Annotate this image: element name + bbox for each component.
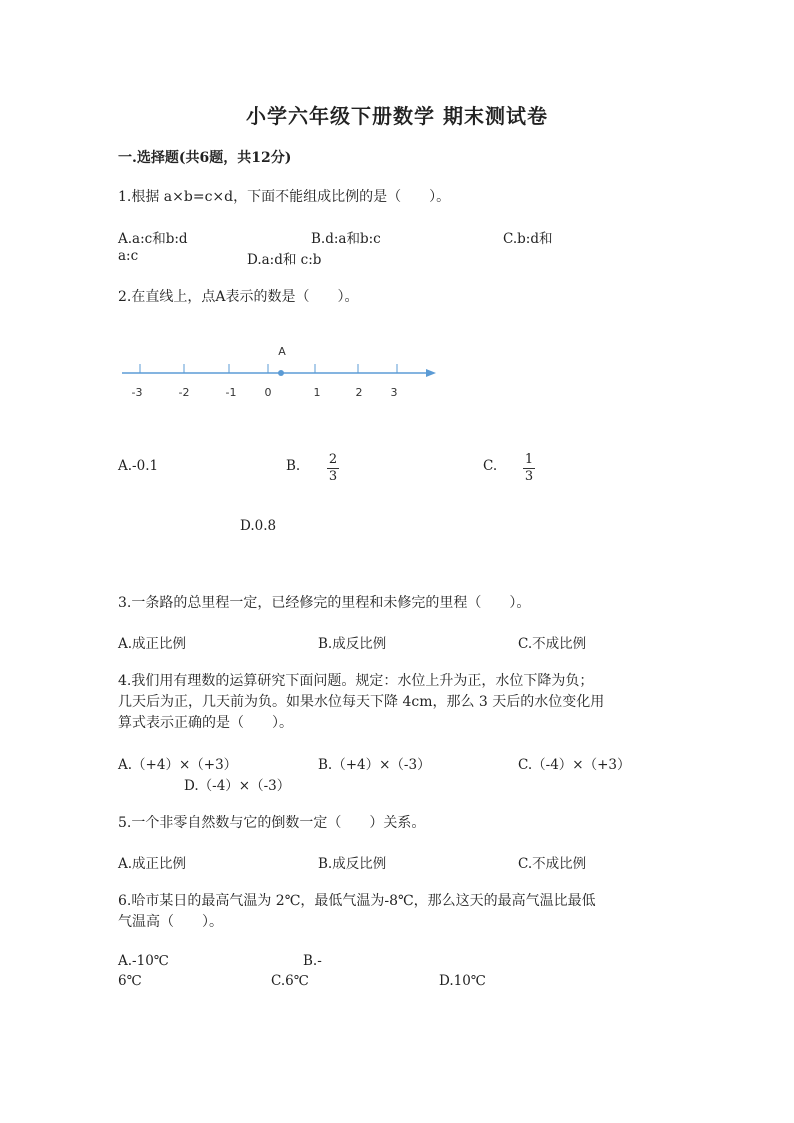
- fraction-numerator: 2: [328, 452, 338, 467]
- option-b: B.成反比例: [318, 636, 387, 652]
- option-b-continued: 6℃: [118, 973, 142, 989]
- fraction-numerator: 1: [524, 452, 534, 467]
- tick-label: 0: [264, 386, 272, 399]
- option-a: A.a:c和b:d: [118, 231, 188, 247]
- fraction-two-thirds: [327, 453, 339, 484]
- option-d: D.（-4）×（-3）: [184, 778, 291, 794]
- option-c: C.（-4）×（+3）: [518, 757, 631, 773]
- option-a: A.-0.1: [118, 458, 159, 474]
- fraction-one-third: [523, 453, 535, 484]
- page-title: 小学六年级下册数学 期末测试卷: [246, 104, 548, 128]
- option-a: A.成正比例: [118, 636, 187, 652]
- option-c: C.: [483, 458, 498, 474]
- option-a: A.（+4）×（+3）: [118, 757, 238, 773]
- option-b: B.-: [303, 953, 322, 969]
- point-a-marker: [278, 370, 284, 376]
- option-b: B.成反比例: [318, 856, 387, 872]
- fraction-denominator: 3: [524, 469, 534, 484]
- section-heading: 一.选择题(共6题，共12分): [118, 150, 292, 166]
- option-a: A.成正比例: [118, 856, 187, 872]
- question-stem-line-2: 气温高（ ）。: [118, 914, 223, 930]
- option-a: A.-10℃: [118, 953, 169, 969]
- point-a-label: A: [278, 345, 286, 358]
- option-b: B.（+4）×（-3）: [318, 757, 431, 773]
- number-line-arrow: [426, 369, 436, 377]
- tick-label: -3: [131, 386, 143, 399]
- question-stem: 1.根据 a×b=c×d，下面不能组成比例的是（ ）。: [118, 189, 451, 205]
- tick-label: 3: [390, 386, 398, 399]
- question-stem: 3.一条路的总里程一定，已经修完的里程和未修完的里程（ ）。: [118, 595, 531, 611]
- option-d: D.10℃: [439, 973, 486, 989]
- option-c: C.b:d和: [503, 231, 553, 247]
- question-stem-line-1: 4.我们用有理数的运算研究下面问题。规定：水位上升为正，水位下降为负；: [118, 673, 594, 689]
- option-b: B.d:a和b:c: [311, 231, 381, 247]
- tick-label: 2: [355, 386, 363, 399]
- option-c-continued: a:c: [118, 248, 139, 264]
- option-c: C.不成比例: [518, 856, 587, 872]
- question-stem-line-1: 6.哈市某日的最高气温为 2℃，最低气温为-8℃，那么这天的最高气温比最低: [118, 893, 596, 909]
- question-stem: 2.在直线上，点A表示的数是（ ）。: [118, 289, 359, 305]
- tick-label: 1: [313, 386, 321, 399]
- option-d: D.0.8: [240, 518, 277, 534]
- number-line: [118, 336, 448, 406]
- question-stem-line-2: 几天后为正，几天前为负。如果水位每天下降 4cm，那么 3 天后的水位变化用: [118, 694, 605, 710]
- option-b: B.: [286, 458, 301, 474]
- fraction-denominator: 3: [328, 469, 338, 484]
- option-c: C.不成比例: [518, 636, 587, 652]
- option-d: D.a:d和 c:b: [247, 252, 322, 268]
- question-stem-line-3: 算式表示正确的是（ ）。: [118, 715, 293, 731]
- question-stem: 5.一个非零自然数与它的倒数一定（ ）关系。: [118, 815, 426, 831]
- tick-label: -2: [178, 386, 190, 399]
- tick-label: -1: [225, 386, 237, 399]
- option-c: C.6℃: [271, 973, 309, 989]
